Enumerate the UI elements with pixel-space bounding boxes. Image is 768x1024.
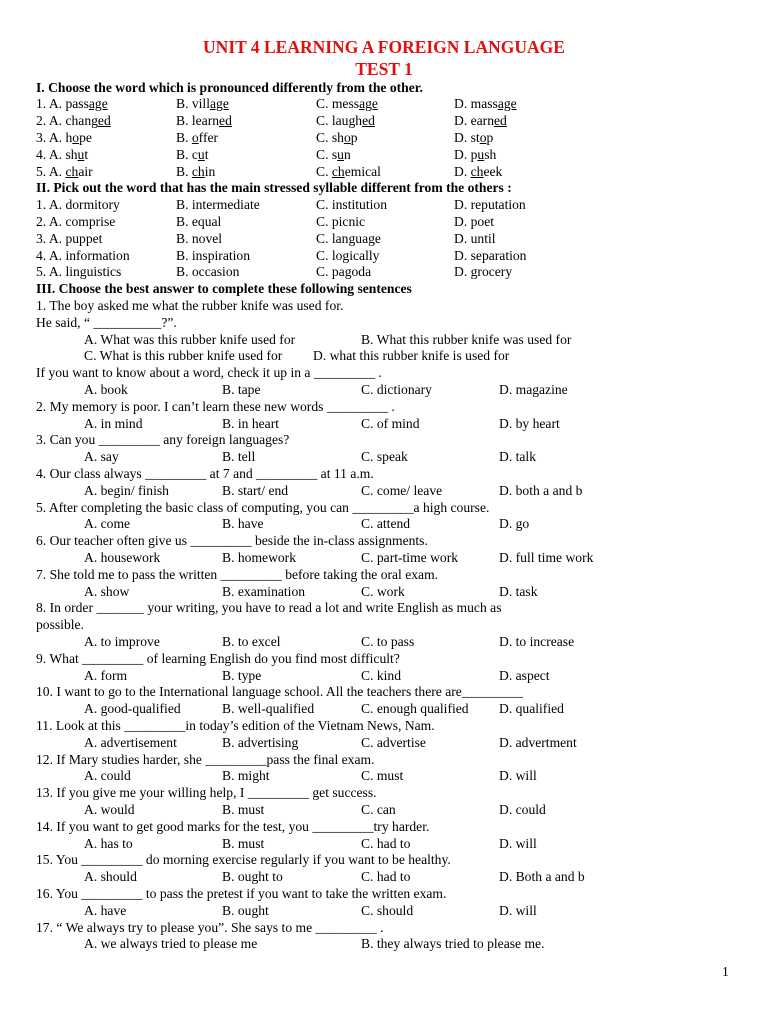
word-part: B. c xyxy=(176,146,198,162)
word-part: air xyxy=(78,163,93,179)
stress-option: 4. A. information xyxy=(36,247,130,263)
underlined-sound: ed xyxy=(97,113,111,129)
underlined-sound: u xyxy=(197,146,205,162)
answer-option: C. should xyxy=(361,902,414,918)
word-part: in xyxy=(204,163,216,179)
question-text: 10. I want to go to the International language school. All the teachers there are_________ xyxy=(36,684,523,700)
section-3-heading: III. Choose the best answer to complete these following sentences xyxy=(36,281,412,297)
underlined-sound: ed xyxy=(494,113,507,129)
answer-option: C. had to xyxy=(361,869,411,885)
word-part: eek xyxy=(483,163,503,179)
answer-option: A. to improve xyxy=(84,633,160,649)
pronunciation-option xyxy=(316,96,378,113)
answer-option: D. could xyxy=(499,801,546,817)
answer-option: A. What was this rubber knife used for xyxy=(84,331,296,347)
question-text: 4. Our class always _________ at 7 and _________ at 11 a.m. xyxy=(36,465,374,481)
answer-option: A. should xyxy=(84,869,137,885)
question-text: 13. If you give me your willing help, I _________ get success. xyxy=(36,785,377,801)
pronunciation-option xyxy=(176,113,232,130)
word-part: B. vill xyxy=(176,96,210,112)
stress-option: C. pagoda xyxy=(316,264,372,280)
answer-option: B. advertising xyxy=(222,734,299,750)
answer-option: B. in heart xyxy=(222,415,280,431)
question-text: 16. You _________ to pass the pretest if you want to take the written exam. xyxy=(36,885,447,901)
word-part: p xyxy=(350,129,358,145)
word-part: 4. A. sh xyxy=(36,146,78,162)
word-part: C. laugh xyxy=(316,113,363,129)
answer-option: C. advertise xyxy=(361,734,426,750)
underlined-sound: o xyxy=(191,129,199,145)
underlined-sound: ch xyxy=(331,163,345,179)
answer-option: C. to pass xyxy=(361,633,415,649)
answer-option: A. would xyxy=(84,801,135,817)
answer-option: B. tell xyxy=(222,449,256,465)
answer-option: D. will xyxy=(499,835,537,851)
answer-option: B. start/ end xyxy=(222,482,289,498)
question-text: 6. Our teacher often give us _________ beside the in-class assignments. xyxy=(36,533,428,549)
question-text: 5. After completing the basic class of computing, you can _________a high course. xyxy=(36,499,490,515)
answer-option: D. advertment xyxy=(499,734,577,750)
word-part: n xyxy=(343,146,351,162)
answer-option: A. book xyxy=(84,381,128,397)
question-text: 1. The boy asked me what the rubber knife was used for. xyxy=(36,297,344,313)
stress-option: B. occasion xyxy=(176,264,240,280)
word-part: 1. A. pass xyxy=(36,96,89,112)
answer-option: B. What this rubber knife was used for xyxy=(361,331,572,347)
underlined-sound: ed xyxy=(362,113,375,129)
question-text: 2. My memory is poor. I can’t learn these new words _________ . xyxy=(36,398,395,414)
word-part: emical xyxy=(344,163,381,179)
answer-option: C. What is this rubber knife used for xyxy=(84,348,283,364)
answer-option: A. in mind xyxy=(84,415,143,431)
answer-option: C. attend xyxy=(361,516,411,532)
answer-option: A. form xyxy=(84,667,128,683)
pronunciation-option xyxy=(454,147,496,164)
question-text: 9. What _________ of learning English do you find most difficult? xyxy=(36,650,400,666)
underlined-sound: ch xyxy=(191,163,205,179)
answer-option: C. had to xyxy=(361,835,411,851)
word-part: sh xyxy=(484,146,497,162)
question-text: 15. You _________ do morning exercise regularly if you want to be healthy. xyxy=(36,852,451,868)
answer-option: A. advertisement xyxy=(84,734,177,750)
underlined-sound: age xyxy=(359,96,378,112)
answer-option: A. has to xyxy=(84,835,133,851)
pronunciation-option xyxy=(36,96,108,113)
stress-option: B. equal xyxy=(176,213,222,229)
answer-option: B. ought xyxy=(222,902,269,918)
question-text: 12. If Mary studies harder, she _________pass the final exam. xyxy=(36,751,375,767)
pronunciation-option xyxy=(316,130,358,147)
stress-option: 2. A. comprise xyxy=(36,213,116,229)
underlined-sound: age xyxy=(497,96,517,112)
answer-option: D. qualified xyxy=(499,701,564,717)
word-part: C. xyxy=(316,163,332,179)
answer-option: C. speak xyxy=(361,449,408,465)
answer-option: C. can xyxy=(361,801,396,817)
pronunciation-option xyxy=(176,130,218,147)
answer-option: A. good-qualified xyxy=(84,701,181,717)
question-text: If you want to know about a word, check it up in a _________ . xyxy=(36,365,382,381)
answer-option: A. say xyxy=(84,449,119,465)
answer-option: C. must xyxy=(361,768,404,784)
answer-option: A. housework xyxy=(84,549,161,565)
pronunciation-option xyxy=(316,113,375,130)
word-part: B. learn xyxy=(176,113,220,129)
question-text: 11. Look at this _________in today’s edition of the Vietnam News, Nam. xyxy=(36,717,435,733)
pronunciation-option xyxy=(454,113,507,130)
stress-option: C. language xyxy=(316,230,381,246)
question-text: 17. “ We always try to please you”. She says to me _________ . xyxy=(36,919,384,935)
stress-option: D. reputation xyxy=(454,197,526,213)
stress-option: D. separation xyxy=(454,247,527,263)
pronunciation-option xyxy=(454,130,493,147)
stress-option: B. intermediate xyxy=(176,197,260,213)
answer-option: B. examination xyxy=(222,583,306,599)
underlined-sound: u xyxy=(477,146,485,162)
stress-option: D. until xyxy=(454,230,496,246)
answer-option: C. come/ leave xyxy=(361,482,443,498)
word-part: 2. A. chang xyxy=(36,113,98,129)
underlined-sound: ed xyxy=(219,113,232,129)
answer-option: D. aspect xyxy=(499,667,550,683)
section-2-heading: II. Pick out the word that has the main stressed syllable different from the others : xyxy=(36,180,512,196)
answer-option: A. begin/ finish xyxy=(84,482,169,498)
answer-option: D. go xyxy=(499,516,530,532)
word-part: t xyxy=(84,146,89,162)
page-number: 1 xyxy=(722,964,729,979)
answer-option: A. could xyxy=(84,768,131,784)
answer-option: B. ought to xyxy=(222,869,283,885)
word-part: D. xyxy=(454,163,471,179)
question-text: 7. She told me to pass the written _________ before taking the oral exam. xyxy=(36,566,439,582)
underlined-sound: o xyxy=(343,129,351,145)
word-part: D. p xyxy=(454,146,478,162)
answer-option: C. kind xyxy=(361,667,402,683)
answer-option: A. show xyxy=(84,583,130,599)
answer-option: D. talk xyxy=(499,449,536,465)
pronunciation-option xyxy=(36,130,92,147)
pronunciation-option xyxy=(316,147,351,164)
answer-option: D. full time work xyxy=(499,549,594,565)
answer-option: A. have xyxy=(84,902,127,918)
stress-option: 1. A. dormitory xyxy=(36,197,120,213)
underlined-sound: age xyxy=(88,96,108,112)
word-part: pe xyxy=(79,129,92,145)
answer-option: A. come xyxy=(84,516,131,532)
answer-option: D. both a and b xyxy=(499,482,583,498)
stress-option: 3. A. puppet xyxy=(36,230,103,246)
answer-option: B. might xyxy=(222,768,270,784)
word-part: B. xyxy=(176,129,192,145)
question-text: He said, “ __________?”. xyxy=(36,314,177,330)
answer-option: C. dictionary xyxy=(361,381,432,397)
pronunciation-option xyxy=(454,96,517,113)
answer-option: D. task xyxy=(499,583,538,599)
answer-option: D. what this rubber knife is used for xyxy=(313,348,510,364)
stress-option: C. institution xyxy=(316,197,388,213)
answer-option: D. by heart xyxy=(499,415,560,431)
stress-option: C. picnic xyxy=(316,213,366,229)
word-part: D. earn xyxy=(454,113,495,129)
pronunciation-option xyxy=(36,113,111,130)
answer-option: D. Both a and b xyxy=(499,869,585,885)
underlined-sound: u xyxy=(337,146,344,162)
word-part: t xyxy=(204,146,209,162)
word-part: ffer xyxy=(198,129,219,145)
pronunciation-option xyxy=(176,96,229,113)
stress-option: 5. A. linguistics xyxy=(36,264,122,280)
word-part: 5. A. xyxy=(36,163,66,179)
question-text: 3. Can you _________ any foreign languages? xyxy=(36,432,290,448)
page-title: UNIT 4 LEARNING A FOREIGN LANGUAGE xyxy=(203,37,565,57)
pronunciation-option xyxy=(454,164,502,181)
answer-option: C. part-time work xyxy=(361,549,459,565)
pronunciation-option xyxy=(316,164,381,181)
underlined-sound: o xyxy=(479,129,487,145)
answer-option: B. have xyxy=(222,516,264,532)
section-1-heading: I. Choose the word which is pronounced differently from the other. xyxy=(36,79,423,95)
answer-option: B. well-qualified xyxy=(222,701,315,717)
answer-option: C. enough qualified xyxy=(361,701,469,717)
word-part: D. st xyxy=(454,129,480,145)
answer-option: B. they always tried to please me. xyxy=(361,936,545,952)
answer-option: B. must xyxy=(222,801,265,817)
question-text: 8. In order _______ your writing, you have to read a lot and write English as much as xyxy=(36,600,502,616)
answer-option: C. work xyxy=(361,583,405,599)
answer-option: A. we always tried to please me xyxy=(84,936,258,952)
answer-option: D. will xyxy=(499,768,537,784)
stress-option: B. novel xyxy=(176,230,223,246)
stress-option: D. grocery xyxy=(454,264,513,280)
stress-option: C. logically xyxy=(316,247,380,263)
answer-option: C. of mind xyxy=(361,415,420,431)
underlined-sound: ch xyxy=(65,163,79,179)
word-part: 3. A. h xyxy=(36,129,73,145)
question-text: 14. If you want to get good marks for the test, you _________try harder. xyxy=(36,818,430,834)
answer-option: B. to excel xyxy=(222,633,281,649)
word-part: C. s xyxy=(316,146,338,162)
word-part: C. mess xyxy=(316,96,360,112)
underlined-sound: u xyxy=(77,146,85,162)
stress-option: D. poet xyxy=(454,213,495,229)
pronunciation-option xyxy=(36,164,93,181)
word-part: C. sh xyxy=(316,129,344,145)
answer-option: D. to increase xyxy=(499,633,575,649)
pronunciation-option xyxy=(176,147,208,164)
stress-option: B. inspiration xyxy=(176,247,251,263)
pronunciation-option xyxy=(176,164,215,181)
underlined-sound: age xyxy=(210,96,229,112)
word-part: D. mass xyxy=(454,96,498,112)
underlined-sound: ch xyxy=(470,163,484,179)
answer-option: D. will xyxy=(499,902,537,918)
word-part: p xyxy=(486,129,494,145)
pronunciation-option xyxy=(36,147,88,164)
page-subtitle: TEST 1 xyxy=(355,59,413,79)
answer-option: B. type xyxy=(222,667,262,683)
word-part: B. xyxy=(176,163,192,179)
question-text: possible. xyxy=(36,617,84,633)
underlined-sound: o xyxy=(72,129,80,145)
answer-option: D. magazine xyxy=(499,381,568,397)
answer-option: B. tape xyxy=(222,381,261,397)
answer-option: B. homework xyxy=(222,549,297,565)
answer-option: B. must xyxy=(222,835,265,851)
